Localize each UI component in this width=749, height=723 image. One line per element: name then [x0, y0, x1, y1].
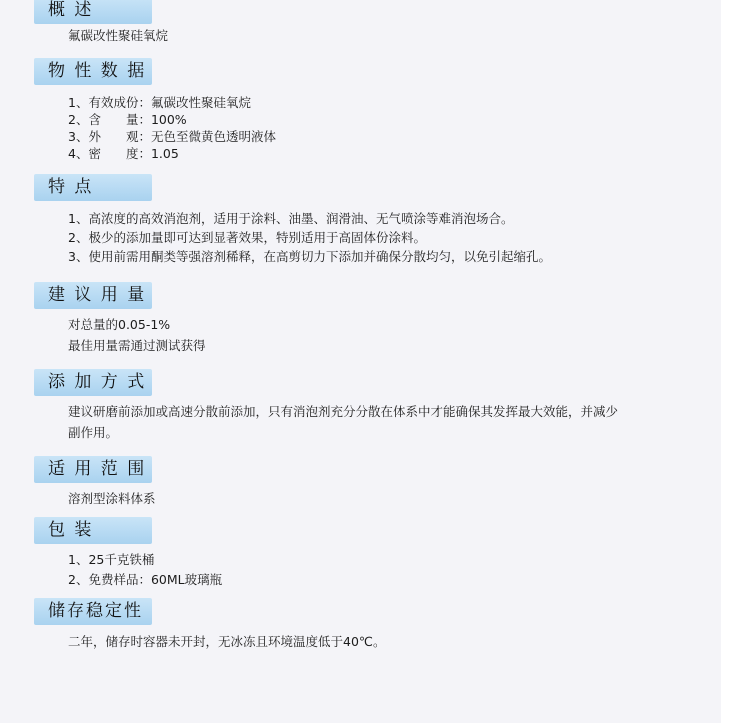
section-heading-method: 添 加 方 式 [34, 369, 152, 396]
section-heading-overview: 概 述 [34, 0, 152, 24]
packaging-line: 1、25千克铁桶 [68, 552, 155, 567]
property-line: 3、外 观：无色至微黄色透明液体 [68, 129, 276, 144]
storage-line: 二年，储存时容器未开封，无冰冻且环境温度低于40℃。 [68, 634, 386, 649]
feature-line: 3、使用前需用酮类等强溶剂稀释，在高剪切力下添加并确保分散均匀，以免引起缩孔。 [68, 249, 551, 264]
property-line: 1、有效成份：氟碳改性聚硅氧烷 [68, 95, 251, 110]
section-heading-features: 特 点 [34, 174, 152, 201]
property-line: 4、密 度：1.05 [68, 146, 179, 161]
overview-line: 氟碳改性聚硅氧烷 [68, 28, 169, 43]
dosage-line: 对总量的0.05-1% [68, 317, 171, 332]
feature-line: 2、极少的添加量即可达到显著效果，特别适用于高固体份涂料。 [68, 230, 426, 245]
method-line: 建议研磨前添加或高速分散前添加，只有消泡剂充分分散在体系中才能确保其发挥最大效能，并减少 [68, 404, 619, 419]
section-heading-scope: 适 用 范 围 [34, 456, 152, 483]
scope-line: 溶剂型涂料体系 [68, 491, 156, 506]
feature-line: 1、高浓度的高效消泡剂，适用于涂料、油墨、润滑油、无气喷涂等难消泡场合。 [68, 211, 514, 226]
section-heading-packaging: 包 装 [34, 517, 152, 544]
section-heading-storage: 储存稳定性 [34, 598, 152, 625]
section-heading-properties: 物 性 数 据 [34, 58, 152, 85]
method-line: 副作用。 [68, 425, 119, 440]
dosage-line: 最佳用量需通过测试获得 [68, 338, 206, 353]
property-line: 2、含 量：100% [68, 112, 187, 127]
packaging-line: 2、免费样品：60ML玻璃瓶 [68, 572, 223, 587]
section-heading-dosage: 建 议 用 量 [34, 282, 152, 309]
